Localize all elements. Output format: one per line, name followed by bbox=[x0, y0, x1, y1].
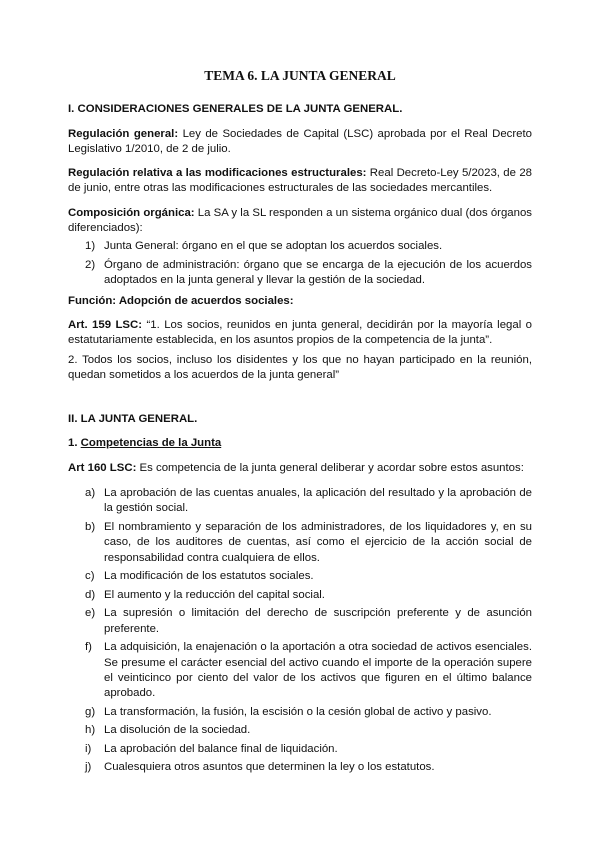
composicion-text: La SA y la SL responden a un sistema orgánico dual (dos órganos diferenciados): bbox=[68, 207, 532, 235]
regulacion-relativa-text: Real Decreto-Ley 5/2023, de 28 de junio, entre otras las modificaciones estructurales de las sociedades mercantiles. bbox=[68, 167, 532, 195]
list-text: La disolución de la sociedad. bbox=[104, 724, 251, 737]
list-item bbox=[85, 569, 532, 584]
funcion-heading: Función: Adopción de acuerdos sociales: bbox=[68, 295, 294, 307]
list-item bbox=[85, 760, 532, 775]
list-item bbox=[85, 486, 532, 517]
list-marker: c) bbox=[85, 570, 95, 583]
organos-list bbox=[85, 239, 532, 291]
list-marker: a) bbox=[85, 487, 96, 499]
regulacion-relativa-label: Regulación relativa a las modificaciones estructurales: bbox=[68, 167, 367, 179]
document-title: TEMA 6. LA JUNTA GENERAL bbox=[204, 68, 396, 83]
composicion-paragraph bbox=[68, 206, 532, 237]
list-item bbox=[85, 520, 532, 566]
list-marker: i) bbox=[85, 742, 92, 755]
art-160-text: Es competencia de la junta general deliberar y acordar sobre estos asuntos: bbox=[136, 462, 524, 474]
art-160-paragraph bbox=[68, 461, 532, 476]
list-text: Junta General: órgano en el que se adoptan los acuerdos sociales. bbox=[104, 240, 443, 252]
subheading-title: Competencias de la Junta bbox=[80, 437, 222, 449]
subheading-number: 1. bbox=[68, 437, 81, 449]
list-marker: 2) bbox=[85, 258, 96, 271]
list-text: La aprobación de las cuentas anuales, la aplicación del resultado y la aprobación de la gestión social. bbox=[104, 487, 532, 515]
list-marker: h) bbox=[85, 724, 96, 737]
list-item bbox=[85, 705, 532, 720]
competencias-subheading bbox=[68, 436, 221, 451]
list-item bbox=[85, 258, 532, 289]
list-item bbox=[85, 742, 532, 757]
list-item bbox=[85, 723, 532, 738]
list-marker: e) bbox=[85, 607, 96, 620]
list-text: El aumento y la reducción del capital social. bbox=[104, 588, 325, 601]
list-marker: j) bbox=[85, 761, 92, 774]
section-2-heading: II. LA JUNTA GENERAL. bbox=[68, 413, 198, 425]
composicion-label: Composición orgánica: bbox=[68, 207, 195, 219]
list-item bbox=[85, 606, 532, 637]
list-text: Cualesquiera otros asuntos que determinen la ley o los estatutos. bbox=[104, 761, 435, 774]
list-text: La transformación, la fusión, la escisión o la cesión global de activo y pasivo. bbox=[104, 705, 492, 718]
list-text: La aprobación del balance final de liquidación. bbox=[104, 742, 338, 755]
art-160-label: Art 160 LSC: bbox=[68, 462, 137, 474]
list-text: Órgano de administración: órgano que se encarga de la ejecución de los acuerdos adoptados en la junta general y llevar la gestión de la sociedad. bbox=[104, 258, 532, 286]
list-item bbox=[85, 588, 532, 603]
list-text: La adquisición, la enajenación o la aportación a otra sociedad de activos esenciales. Se presume el carácter esencial del activo cuando el importe de la operación supere el veinticinco por ciento del valor de los activos que figuren en el último balance aprobado. bbox=[104, 641, 532, 700]
list-item bbox=[85, 239, 532, 254]
art-159-text: “1. Los socios, reunidos en junta general, decidirán por la mayoría legal o estatutariamente establecida, en los asuntos propios de la competencia de la junta”. bbox=[68, 319, 532, 347]
list-marker: d) bbox=[85, 588, 96, 601]
regulacion-general-paragraph bbox=[68, 127, 532, 158]
regulacion-general-label: Regulación general: bbox=[68, 128, 179, 140]
art-159-2-paragraph: 2. Todos los socios, incluso los disidentes y los que no hayan participado en la reunión, quedan sometidos a los acuerdos de la junta general” bbox=[68, 354, 532, 382]
section-1-heading: I. CONSIDERACIONES GENERALES DE LA JUNTA GENERAL. bbox=[68, 103, 403, 115]
list-marker: f) bbox=[85, 641, 92, 654]
list-marker: g) bbox=[85, 705, 96, 718]
art-159-paragraph bbox=[68, 318, 532, 349]
list-text: El nombramiento y separación de los administradores, de los liquidadores y, en su caso, de los auditores de cuentas, así como el ejercicio de la acción social de responsabilidad contra cualquiera de ellos. bbox=[104, 520, 532, 564]
list-marker: b) bbox=[85, 520, 96, 533]
list-marker: 1) bbox=[85, 240, 96, 252]
regulacion-general-text: Ley de Sociedades de Capital (LSC) aprobada por el Real Decreto Legislativo 1/2010, de 2 de julio. bbox=[68, 128, 532, 156]
regulacion-relativa-paragraph bbox=[68, 166, 532, 197]
competencias-list bbox=[85, 486, 532, 779]
list-text: La supresión o limitación del derecho de suscripción preferente y de asunción preferente. bbox=[104, 607, 532, 635]
art-159-label: Art. 159 LSC: bbox=[68, 319, 143, 331]
list-text: La modificación de los estatutos sociales. bbox=[104, 570, 314, 583]
list-item bbox=[85, 640, 532, 702]
